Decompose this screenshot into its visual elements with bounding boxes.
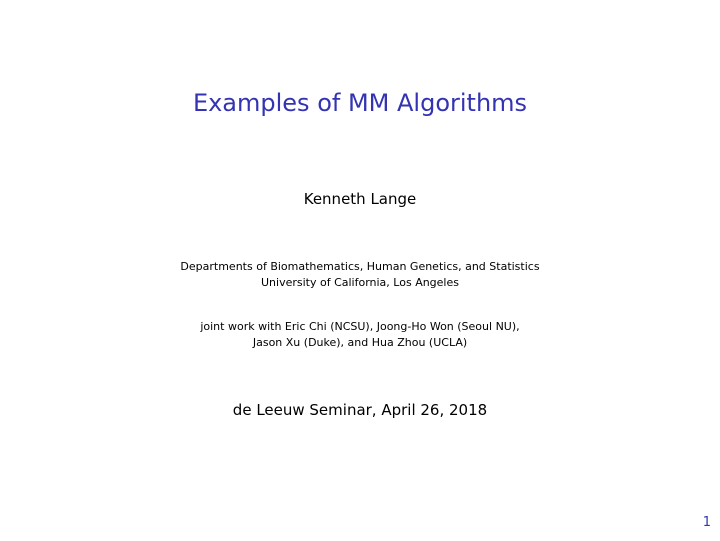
- slide-title: Examples of MM Algorithms: [192, 89, 528, 117]
- page-number: 1: [702, 515, 711, 530]
- collaborators-line-2: Jason Xu (Duke), and Hua Zhou (UCLA): [252, 336, 468, 349]
- collaborators-line-1: joint work with Eric Chi (NCSU), Joong-Ho Won (Seoul NU),: [200, 320, 520, 333]
- affiliation-departments: Departments of Biomathematics, Human Genetics, and Statistics: [180, 260, 540, 273]
- seminar-date: de Leeuw Seminar, April 26, 2018: [232, 401, 488, 419]
- author-name: Kenneth Lange: [303, 190, 417, 208]
- collaborators: [0, 319, 720, 351]
- affiliation: [0, 259, 720, 291]
- affiliation-university: University of California, Los Angeles: [260, 276, 459, 289]
